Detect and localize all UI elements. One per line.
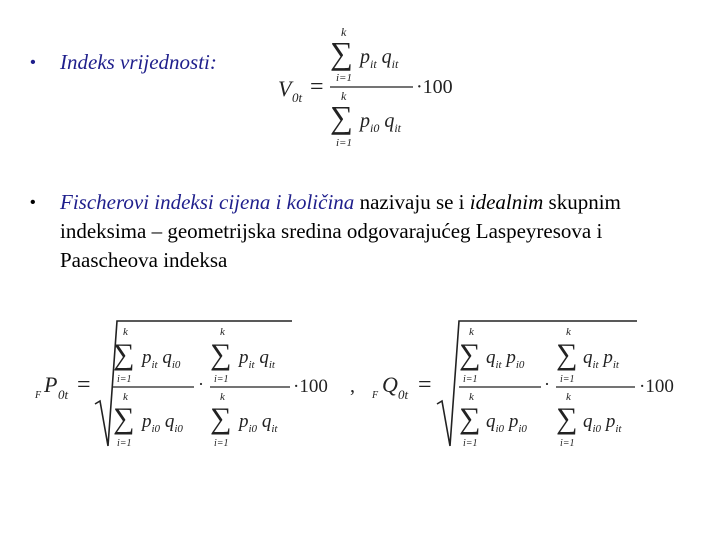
fisher-quantity-f2-numerator: $q_{it}$ $p_{it}$: [583, 347, 619, 371]
equals-sign: =: [310, 74, 324, 100]
separator-comma: ,: [350, 375, 355, 397]
sum-sign: ∑: [210, 338, 232, 371]
sum-upper-limit: k: [566, 391, 571, 403]
formula-fisher-quantity: [371, 321, 674, 449]
sum-sign: ∑: [556, 402, 578, 435]
sum-lower-limit: i=1: [336, 72, 352, 84]
sum-upper-limit: k: [341, 89, 347, 103]
pre-subscript-F: F: [372, 390, 379, 401]
price-symbol: P: [44, 372, 58, 397]
sum-lower-limit: i=1: [463, 438, 478, 449]
multiplier-100: ·100: [639, 376, 674, 397]
bullet-value-index-text: Indeks vrijednosti:: [60, 50, 217, 74]
formula-fisher-price: [34, 321, 328, 449]
fisher-quantity-f2-denominator: $q_{i0}$ $p_{it}$: [583, 411, 622, 435]
sum-upper-limit: k: [566, 326, 571, 338]
sum-lower-limit: i=1: [560, 438, 575, 449]
dot-operator: ·: [544, 374, 550, 394]
sum-sign: ∑: [330, 99, 353, 135]
sum-lower-limit: i=1: [117, 438, 132, 449]
sum-lower-limit: i=1: [463, 374, 478, 385]
formula-value-index: [278, 25, 453, 149]
ideal-word: idealnim: [469, 190, 544, 214]
sum-sign: ∑: [113, 338, 135, 371]
pre-subscript-F: F: [35, 390, 42, 401]
fisher-price-f1-denominator: $p_{i0}$ $q_{i0}$: [142, 411, 183, 435]
sum-sign: ∑: [113, 402, 135, 435]
bullet-marker: •: [30, 54, 36, 71]
sum-sign: ∑: [330, 35, 353, 71]
value-numerator: $p_{it}$ $q_{it}$: [360, 46, 399, 71]
sum-upper-limit: k: [220, 326, 225, 338]
bullet-marker: •: [30, 194, 36, 211]
sum-upper-limit: k: [341, 25, 347, 39]
value-denominator: $p_{i0}$ $q_{it}$: [360, 110, 402, 135]
sum-sign: ∑: [210, 402, 232, 435]
price-subscript: 0t: [58, 387, 69, 402]
sum-sign: ∑: [556, 338, 578, 371]
sum-upper-limit: k: [469, 326, 474, 338]
fisher-price-f1-numerator: $p_{it}$ $q_{i0}$: [142, 347, 181, 371]
fisher-indices-emphasis: Fischerovi indeksi cijena i količina: [60, 190, 355, 214]
equals-sign: =: [418, 372, 432, 398]
equals-sign: =: [77, 372, 91, 398]
value-index-symbol: V: [278, 76, 292, 101]
sum-sign: ∑: [459, 338, 481, 371]
fisher-price-f2-denominator: $p_{i0}$ $q_{it}$: [239, 411, 278, 435]
value-index-subscript: 0t: [292, 90, 303, 105]
fisher-text-b: skupnim indeksima – geometrijska sredina odgovarajućeg Laspeyresova i Paascheova indeksa: [60, 190, 621, 272]
sum-lower-limit: i=1: [214, 438, 229, 449]
sum-lower-limit: i=1: [214, 374, 229, 385]
multiplier-100: ·100: [416, 76, 453, 98]
sum-sign: ∑: [459, 402, 481, 435]
sum-lower-limit: i=1: [336, 137, 352, 149]
sum-upper-limit: k: [220, 391, 225, 403]
sum-lower-limit: i=1: [560, 374, 575, 385]
quantity-symbol: Q: [382, 372, 398, 397]
fisher-quantity-f1-numerator: $q_{it}$ $p_{i0}$: [486, 347, 525, 371]
fisher-price-f2-numerator: $p_{it}$ $q_{it}$: [239, 347, 275, 371]
fisher-quantity-f1-denominator: $q_{i0}$ $p_{i0}$: [486, 411, 527, 435]
sum-upper-limit: k: [123, 391, 128, 403]
sum-upper-limit: k: [469, 391, 474, 403]
quantity-subscript: 0t: [398, 387, 409, 402]
dot-operator: ·: [198, 374, 204, 394]
multiplier-100: ·100: [293, 376, 328, 397]
fisher-text-a: nazivaju se i: [354, 190, 470, 214]
sum-lower-limit: i=1: [117, 374, 132, 385]
sum-upper-limit: k: [123, 326, 128, 338]
